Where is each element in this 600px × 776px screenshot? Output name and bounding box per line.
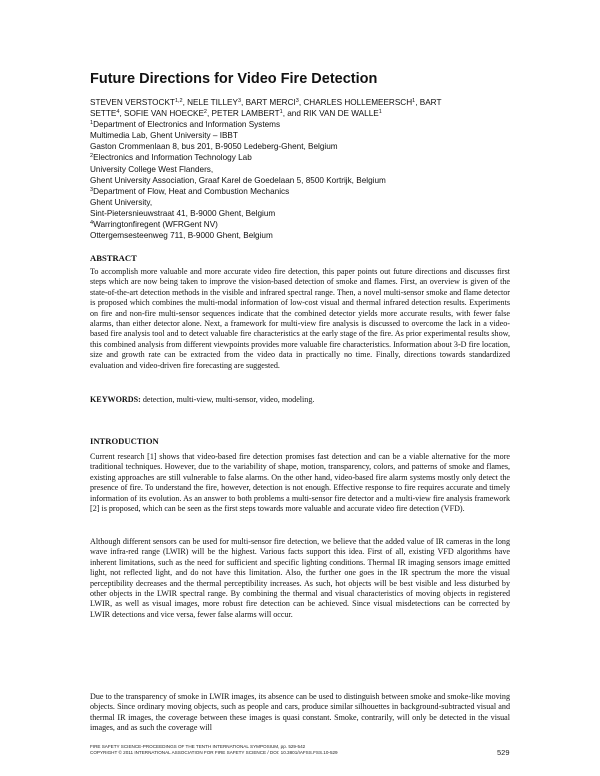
affiliation-line	[90, 119, 520, 130]
paragraph-text: Although different sensors can be used for multi-sensor fire detection, we believe that the added value of IR cameras in the long wave infra-red range (LWIR) will be the highest. Various facts support this idea. First of all, existing VFD algorithms have inherent limitations, such as the need for sufficient and specific lighting conditions. Thermal IR imaging sensors image emitted light, not reflected light, and do not have this limitation. Also, the further one goes in the IR spectrum the more the visual perceptibility decreases and the thermal perceptibility increases. As such, hot objects will be best visible and less disturbed by other objects in the LWIR spectral range. By combining the thermal and visual characteristics of moving objects in registered LWIR, as well as visual images, more robust fire detection can be achieved. Since visual misdetections can be corrected by LWIR detections and vice versa, fewer false alarms will occur.	[90, 537, 510, 619]
abstract-heading: ABSTRACT	[90, 253, 137, 263]
author-name: , CHARLES HOLLEMEERSCH	[298, 98, 413, 107]
author-sup: 1	[412, 98, 416, 104]
affiliation-text: Gaston Crommenlaan 8, bus 201, B-9050 Ledeberg-Ghent, Belgium	[90, 142, 338, 152]
affiliation-sup: 2	[90, 153, 94, 160]
page-number: 529	[497, 748, 510, 757]
author-name: , NELE TILLEY	[182, 98, 238, 107]
introduction-heading: INTRODUCTION	[90, 436, 159, 446]
paragraph-text: Due to the transparency of smoke in LWIR images, its absence can be used to distinguish between smoke and smoke-like moving objects. Since ordinary moving objects, such as people and cars, produce similar silhouettes in background-subtracted visual and thermal IR images, the coverage between these images is quasi constant. Smoke, contrarily, will only be detected in the visual images, and as such the coverage will	[90, 692, 510, 733]
affiliation-text: Ottergemsesteenweg 711, B-9000 Ghent, Belgium	[90, 231, 273, 241]
affiliation-line	[90, 219, 520, 230]
author-name: , and RIK VAN DE WALLE	[282, 109, 379, 119]
author-sup: 1,2	[174, 98, 183, 104]
authors-and-affiliations	[90, 97, 520, 241]
affiliation-sup: 1	[90, 120, 94, 127]
author-name: , PETER LAMBERT	[206, 109, 280, 119]
affiliation-line	[90, 230, 520, 241]
paper-title: Future Directions for Video Fire Detection	[90, 71, 378, 87]
author-name: , BART MERCI	[241, 98, 296, 107]
affiliation-line	[90, 141, 520, 152]
affiliation-line	[90, 175, 520, 186]
authors-line-1	[90, 97, 520, 108]
affiliation-text: Ghent University Association, Graaf Karel de Goedelaan 5, 8500 Kortrijk, Belgium	[90, 175, 386, 185]
footer-copyright: COPYRIGHT © 2011 INTERNATIONAL ASSOCIATION FOR FIRE SAFETY SCIENCE / DOI: 10.3801/IAFSS.FSS.10-529	[90, 750, 338, 755]
affiliation-text: Ghent University,	[90, 197, 153, 207]
author-name: , SOFIE VAN HOECKE	[119, 109, 204, 119]
affiliation-text: Multimedia Lab, Ghent University – IBBT	[90, 131, 238, 141]
author-sup: 4	[116, 109, 120, 116]
abstract-body	[90, 267, 510, 371]
authors-line-2	[90, 108, 520, 119]
affiliation-line	[90, 197, 520, 208]
intro-paragraph-3	[90, 692, 510, 734]
affiliation-text: Electronics and Information Technology Lab	[93, 153, 252, 163]
page-footer	[90, 744, 450, 756]
affiliation-text: Department of Electronics and Information Systems	[93, 120, 281, 130]
abstract-text: To accomplish more valuable and more accurate video fire detection, this paper points out future directions and discusses first steps which are now being taken to improve the vision-based detection of smoke and flames. First, an overview is given of the state-of-the-art detection methods in the visible and infrared spectral range. Then, a novel multi-sensor smoke and flame detector is proposed which combines the multi-modal information of low-cost visual and thermal infrared detection results. Experiments on fire and non-fire multi-sensor sequences indicate that the combined detector yields more accurate results, with fewer false alarms, than either detector alone. Next, a framework for multi-view fire analysis is discussed to overcome the lack in a video-based fire analysis tool and to detect valuable fire characteristics at the early stage of the fire. As prior experimental results show, this combined analysis from different viewpoints provides more valuable fire characteristics. Information about 3-D fire location, size and growth rate can be extracted from the video data in practically no time. Finally, directions towards standardized evaluation and video-driven fire forecasting are suggested.	[90, 267, 510, 370]
author-sup: 1	[378, 109, 382, 116]
affiliation-line	[90, 130, 520, 141]
affiliation-text: Sint-Pietersnieuwstraat 41, B-9000 Ghent, Belgium	[90, 208, 276, 218]
keywords-line	[90, 395, 510, 405]
affiliation-sup: 4	[90, 220, 94, 227]
keywords-label: KEYWORDS:	[90, 395, 141, 404]
author-sup: 3	[295, 98, 299, 104]
affiliation-text: Warringtonfiregent (WFRGent NV)	[93, 220, 218, 230]
author-sup: 1	[279, 109, 283, 116]
affiliation-line	[90, 152, 520, 163]
affiliation-text: Department of Flow, Heat and Combustion Mechanics	[93, 186, 290, 196]
paragraph-text: Current research [1] shows that video-based fire detection promises fast detection and can be a viable alternative for the more traditional techniques. However, due to the variability of shape, motion, transparency, colors, and patterns of smoke and flames, existing approaches are still vulnerable to false alarms. On the other hand, video-based fire alarm systems mostly only detect the presence of fire. To understand the fire, however, detection is not enough. Effective response to fire requires accurate and timely information of its evolution. As an answer to both problems a multi-sensor fire detector and a multi-view fire analysis framework [2] is proposed, which can be seen as the first steps towards more valuable and accurate video fire detection (VFD).	[90, 452, 510, 514]
keywords-text: detection, multi-view, multi-sensor, video, modeling.	[140, 395, 315, 404]
affiliation-text: University College West Flanders,	[90, 164, 214, 174]
affiliation-line	[90, 164, 520, 175]
affiliation-line	[90, 186, 520, 197]
affiliation-line	[90, 208, 520, 219]
intro-paragraph-1	[90, 452, 510, 514]
intro-paragraph-2	[90, 537, 510, 620]
author-sup: 3	[237, 98, 242, 104]
author-name: SETTE	[90, 109, 117, 119]
affiliation-sup: 3	[90, 186, 94, 193]
author-name: STEVEN VERSTOCKT	[90, 98, 175, 107]
author-sup: 2	[203, 109, 207, 116]
footer-proceedings: FIRE SAFETY SCIENCE-PROCEEDINGS OF THE TENTH INTERNATIONAL SYMPOSIUM, pp. 529-542	[90, 744, 306, 749]
author-name: , BART	[415, 98, 442, 107]
